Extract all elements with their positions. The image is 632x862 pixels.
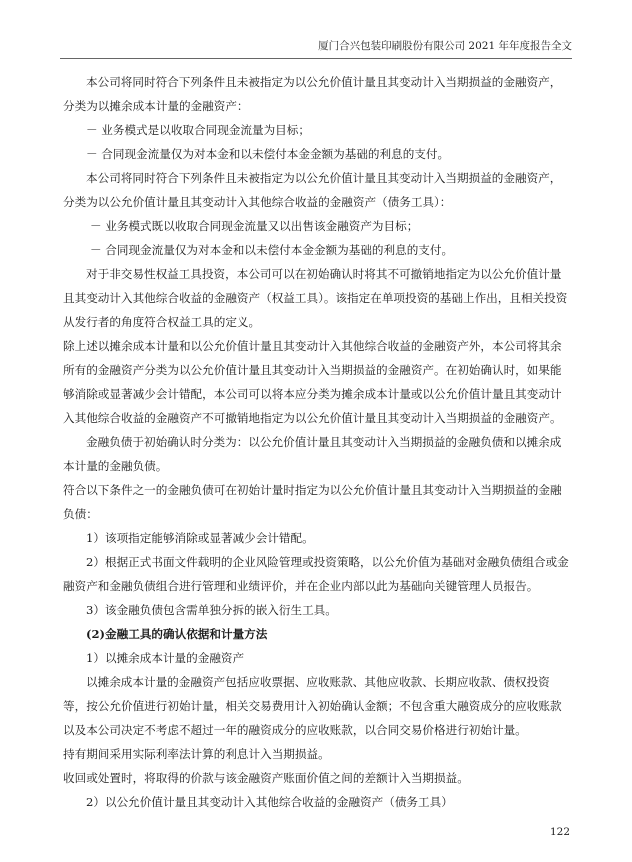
numbered-item: 1）该项指定能够消除或显著减少会计错配。 xyxy=(86,531,314,545)
numbered-item: 3）该金融负债包含需单独分拆的嵌入衍生工具。 xyxy=(86,603,337,617)
paragraph: 除上述以摊余成本计量和以公允价值计量且其变动计入其他综合收益的金融资产外，本公司将其余所有的金融资产分类为以公允价值计量且其变动计入当期损益的金融资产。在初始确认时，如果能够消除或显著减少会计错配，本公司可以将本应分类为摊余成本计量或以公允价值计量且其变动计入其他综合收益的金融资产不可撤销地指定为以公允价值计量且其变动计入当期损益的金融资产。 xyxy=(63,339,562,425)
bullet-item: － 合同现金流量仅为对本金和以未偿付本金金额为基础的利息的支付。 xyxy=(86,147,450,161)
bullet-item: － 合同现金流量仅为对本金和以未偿付本金金额为基础的利息的支付。 xyxy=(90,243,454,257)
paragraph: 本公司将同时符合下列条件且未被指定为以公允价值计量且其变动计入当期损益的金融资产，分类为以摊余成本计量的金融资产： xyxy=(63,75,562,113)
page-number: 122 xyxy=(549,826,570,838)
paragraph: 本公司将同时符合下列条件且未被指定为以公允价值计量且其变动计入当期损益的金融资产，分类为以公允价值计量且其变动计入其他综合收益的金融资产（债务工具）： xyxy=(63,171,562,209)
bullet-item: － 业务模式是以收取合同现金流量为目标； xyxy=(86,123,310,137)
numbered-item: 2）根据正式书面文件载明的企业风险管理或投资策略，以公允价值为基础对金融负债组合或金融资产和金融负债组合进行管理和业绩评价，并在企业内部以此为基础向关键管理人员报告。 xyxy=(63,555,569,593)
header-rule xyxy=(60,58,572,59)
paragraph: 以摊余成本计量的金融资产包括应收票据、应收账款、其他应收款、长期应收款、债权投资等，按公允价值进行初始计量，相关交易费用计入初始确认金额；不包含重大融资成分的应收账款以及本公司决定不考虑不超过一年的融资成分的应收账款，以合同交易价格进行初始计量。 xyxy=(63,675,562,737)
paragraph: 对于非交易性权益工具投资，本公司可以在初始确认时将其不可撤销地指定为以公允价值计量且其变动计入其他综合收益的金融资产（权益工具）。该指定在单项投资的基础上作出，且相关投资从发行者的角度符合权益工具的定义。 xyxy=(63,267,568,329)
paragraph: 符合以下条件之一的金融负债可在初始计量时指定为以公允价值计量且其变动计入当期损益的金融负债： xyxy=(63,483,562,521)
bullet-item: － 业务模式既以收取合同现金流量又以出售该金融资产为目标； xyxy=(90,219,419,233)
paragraph: 持有期间采用实际利率法计算的利息计入当期损益。 xyxy=(63,747,330,761)
paragraph: 金融负债于初始确认时分类为：以公允价值计量且其变动计入当期损益的金融负债和以摊余成本计量的金融负债。 xyxy=(63,435,562,473)
paragraph: 收回或处置时，将取得的价款与该金融资产账面价值之间的差额计入当期损益。 xyxy=(63,771,469,785)
subsection-heading: 2）以公允价值计量且其变动计入其他综合收益的金融资产（债务工具） xyxy=(86,795,453,809)
subsection-heading: 1）以摊余成本计量的金融资产 xyxy=(86,651,245,665)
document-body xyxy=(63,70,571,814)
page-header: 厦门合兴包装印刷股份有限公司 2021 年年度报告全文 xyxy=(318,40,572,52)
section-heading: (2)金融工具的确认依据和计量方法 xyxy=(86,627,268,641)
